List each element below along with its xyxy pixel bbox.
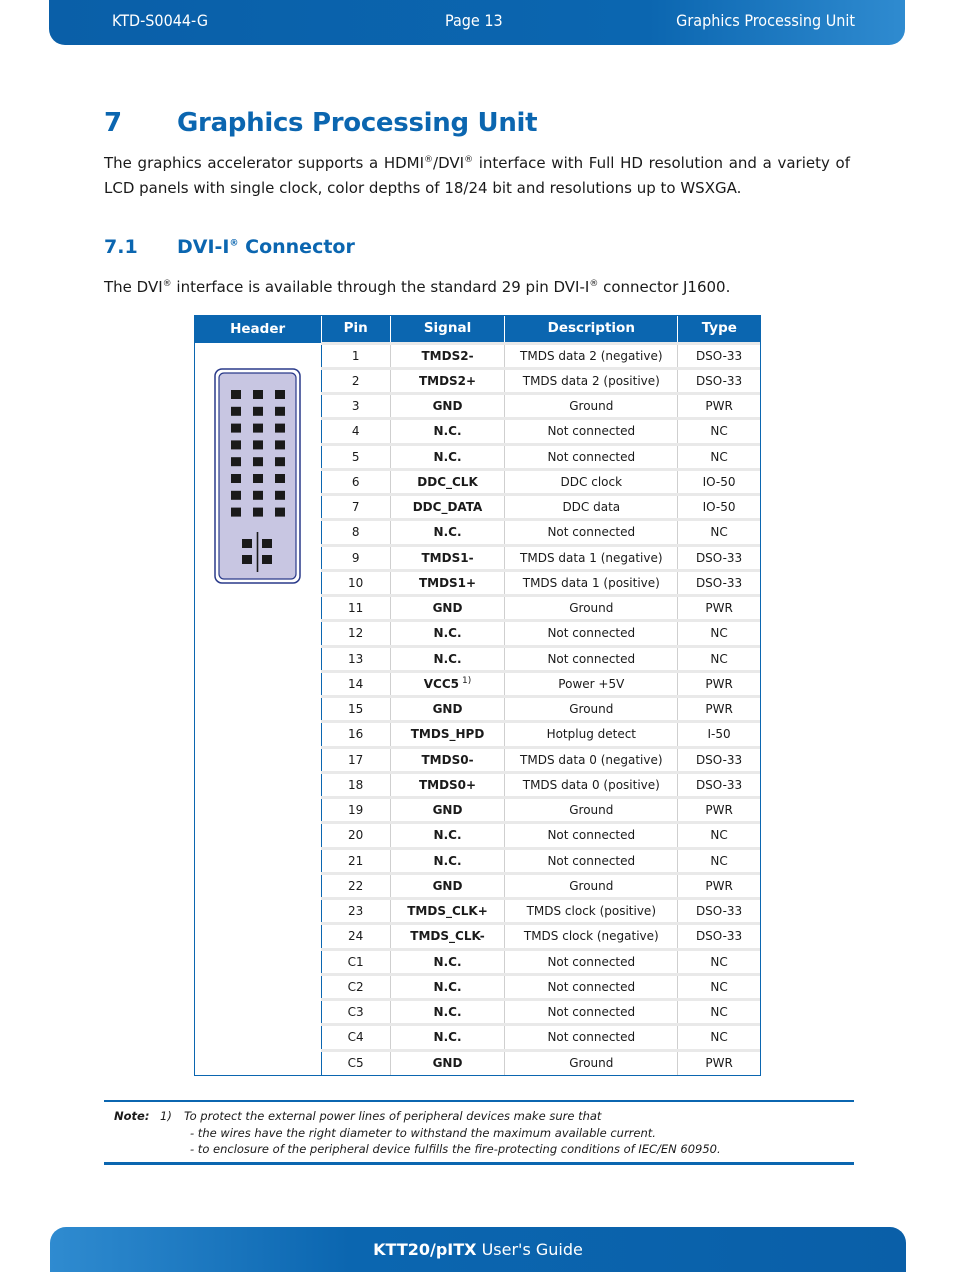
section-number: 7.1 — [104, 236, 138, 258]
connector-pin — [275, 491, 285, 500]
description-cell: TMDS data 2 (negative) — [505, 343, 678, 368]
signal-cell: N.C. — [390, 823, 505, 848]
page-number: Page 13 — [445, 11, 503, 30]
connector-pin — [231, 457, 241, 466]
signal-cell: TMDS_HPD — [390, 722, 505, 747]
signal-cell: DDC_DATA — [390, 495, 505, 520]
type-cell: PWR — [678, 596, 761, 621]
type-cell: PWR — [678, 697, 761, 722]
type-cell: I-50 — [678, 722, 761, 747]
note-label: Note: — [114, 1109, 150, 1123]
signal-cell: GND — [390, 798, 505, 823]
connector-pin — [231, 390, 241, 399]
pin-cell: 18 — [321, 772, 390, 797]
footnote-marker: 1) — [462, 675, 472, 686]
type-cell: DSO-33 — [678, 772, 761, 797]
signal-cell: TMDS0+ — [390, 772, 505, 797]
type-cell: PWR — [678, 394, 761, 419]
pin-cell: 7 — [321, 495, 390, 520]
pin-cell: 24 — [321, 924, 390, 949]
connector-pin — [253, 508, 263, 517]
signal-cell: N.C. — [390, 646, 505, 671]
connector-pin — [231, 440, 241, 449]
description-cell: Not connected — [505, 646, 678, 671]
connector-pin — [231, 508, 241, 517]
pin-cell: 8 — [321, 520, 390, 545]
description-cell: DDC clock — [505, 469, 678, 494]
type-cell: NC — [678, 974, 761, 999]
signal-cell: N.C. — [390, 621, 505, 646]
connector-analog-pin — [242, 555, 252, 564]
description-cell: TMDS data 1 (positive) — [505, 570, 678, 595]
pin-cell: 14 — [321, 671, 390, 696]
connector-analog-pin — [262, 539, 272, 548]
connector-pin — [275, 508, 285, 517]
signal-cell: GND — [390, 596, 505, 621]
type-cell: DSO-33 — [678, 368, 761, 393]
pin-cell: 22 — [321, 873, 390, 898]
type-cell: NC — [678, 848, 761, 873]
pin-cell: 4 — [321, 419, 390, 444]
note-footnote-mark: 1) — [160, 1109, 172, 1123]
type-cell: NC — [678, 1025, 761, 1050]
pin-cell: 1 — [321, 343, 390, 368]
description-cell: TMDS data 1 (negative) — [505, 545, 678, 570]
column-header: Type — [678, 315, 761, 343]
description-cell: Not connected — [505, 949, 678, 974]
type-cell: IO-50 — [678, 469, 761, 494]
description-cell: Not connected — [505, 823, 678, 848]
connector-pin — [275, 424, 285, 433]
connector-pin — [275, 474, 285, 483]
type-cell: PWR — [678, 1050, 761, 1075]
pin-cell: C4 — [321, 1025, 390, 1050]
note-line: To protect the external power lines of peripheral devices make sure that — [184, 1109, 602, 1123]
pin-cell: 19 — [321, 798, 390, 823]
description-cell: Not connected — [505, 444, 678, 469]
description-cell: Ground — [505, 1050, 678, 1075]
connector-pin — [253, 440, 263, 449]
signal-cell: N.C. — [390, 848, 505, 873]
pin-cell: 3 — [321, 394, 390, 419]
type-cell: DSO-33 — [678, 747, 761, 772]
note-box — [104, 1100, 854, 1165]
type-cell: NC — [678, 646, 761, 671]
connector-pin — [275, 440, 285, 449]
description-cell: Ground — [505, 798, 678, 823]
pin-cell: 9 — [321, 545, 390, 570]
description-cell: Power +5V — [505, 671, 678, 696]
description-cell: Ground — [505, 394, 678, 419]
signal-cell: TMDS0- — [390, 747, 505, 772]
connector-pin — [275, 457, 285, 466]
signal-cell: TMDS2- — [390, 343, 505, 368]
chapter-heading — [104, 108, 537, 138]
type-cell: NC — [678, 621, 761, 646]
description-cell: Not connected — [505, 419, 678, 444]
pin-cell: 13 — [321, 646, 390, 671]
connector-pin — [253, 491, 263, 500]
description-cell: Not connected — [505, 1025, 678, 1050]
pin-cell: 12 — [321, 621, 390, 646]
table-row — [195, 343, 761, 368]
signal-cell: GND — [390, 873, 505, 898]
note-line: - to enclosure of the peripheral device fulfills the fire-protecting conditions of IEC/EN 60950. — [190, 1142, 721, 1156]
signal-cell: TMDS1+ — [390, 570, 505, 595]
description-cell: TMDS data 0 (positive) — [505, 772, 678, 797]
connector-pin — [253, 390, 263, 399]
pin-cell: 11 — [321, 596, 390, 621]
description-cell: Ground — [505, 697, 678, 722]
signal-cell: GND — [390, 394, 505, 419]
pin-cell: 10 — [321, 570, 390, 595]
type-cell: NC — [678, 823, 761, 848]
column-header: Header — [195, 315, 322, 343]
connector-pin — [231, 474, 241, 483]
intro-paragraph: The graphics accelerator supports a HDMI®/DVI® interface with Full HD resolution and a variety of LCD panels with single clock, color depths of 18/24 bit and resolutions up to WSXGA. — [104, 154, 850, 197]
signal-cell: GND — [390, 1050, 505, 1075]
signal-cell: N.C. — [390, 949, 505, 974]
signal-cell: VCC5 $^{1)}$ — [390, 671, 505, 696]
description-cell: Not connected — [505, 974, 678, 999]
type-cell: DSO-33 — [678, 924, 761, 949]
type-cell: DSO-33 — [678, 343, 761, 368]
description-cell: Not connected — [505, 621, 678, 646]
type-cell: NC — [678, 949, 761, 974]
page-header — [49, 0, 905, 45]
pin-cell: C3 — [321, 1000, 390, 1025]
description-cell: Hotplug detect — [505, 722, 678, 747]
description-cell: TMDS data 2 (positive) — [505, 368, 678, 393]
pin-cell: C1 — [321, 949, 390, 974]
type-cell: PWR — [678, 798, 761, 823]
signal-cell: GND — [390, 697, 505, 722]
pin-cell: C5 — [321, 1050, 390, 1075]
signal-cell: TMDS_CLK+ — [390, 899, 505, 924]
type-cell: NC — [678, 520, 761, 545]
description-cell: Ground — [505, 873, 678, 898]
type-cell: PWR — [678, 873, 761, 898]
pin-cell: 20 — [321, 823, 390, 848]
signal-cell: N.C. — [390, 444, 505, 469]
connector-pin — [275, 407, 285, 416]
signal-cell: TMDS2+ — [390, 368, 505, 393]
section-paragraph: The DVI® interface is available through the standard 29 pin DVI-I® connector J1600. — [104, 278, 731, 296]
dvi-connector-diagram — [214, 368, 301, 584]
signal-cell: TMDS1- — [390, 545, 505, 570]
note-line: - the wires have the right diameter to withstand the maximum available current. — [190, 1126, 656, 1140]
table-header-row — [195, 315, 761, 343]
type-cell: NC — [678, 444, 761, 469]
chapter-title: Graphics Processing Unit — [177, 108, 538, 138]
pin-cell: 5 — [321, 444, 390, 469]
pin-cell: 16 — [321, 722, 390, 747]
connector-pin — [253, 424, 263, 433]
column-header: Pin — [321, 315, 390, 343]
product-name: KTT20/pITX — [373, 1240, 477, 1259]
pin-cell: C2 — [321, 974, 390, 999]
pin-cell: 6 — [321, 469, 390, 494]
type-cell: DSO-33 — [678, 545, 761, 570]
pin-cell: 2 — [321, 368, 390, 393]
column-header: Description — [505, 315, 678, 343]
signal-cell: N.C. — [390, 520, 505, 545]
type-cell: NC — [678, 419, 761, 444]
section-heading: 7.1 DVI-I® Connector — [104, 236, 355, 258]
pin-cell: 17 — [321, 747, 390, 772]
column-header: Signal — [390, 315, 505, 343]
guide-label: User's Guide — [476, 1240, 583, 1259]
type-cell: IO-50 — [678, 495, 761, 520]
type-cell: DSO-33 — [678, 570, 761, 595]
pin-cell: 15 — [321, 697, 390, 722]
type-cell: NC — [678, 1000, 761, 1025]
connector-pin — [231, 407, 241, 416]
chapter-number: 7 — [104, 108, 122, 138]
type-cell: PWR — [678, 671, 761, 696]
connector-pin — [253, 457, 263, 466]
type-cell: DSO-33 — [678, 899, 761, 924]
signal-cell: N.C. — [390, 1000, 505, 1025]
header-section-title: Graphics Processing Unit — [676, 11, 855, 30]
description-cell: Not connected — [505, 1000, 678, 1025]
connector-pin — [275, 390, 285, 399]
description-cell: Ground — [505, 596, 678, 621]
connector-pin — [253, 474, 263, 483]
pin-cell: 21 — [321, 848, 390, 873]
description-cell: Not connected — [505, 520, 678, 545]
page-footer — [50, 1227, 906, 1272]
connector-pin — [231, 491, 241, 500]
connector-analog-pin — [242, 539, 252, 548]
connector-pin — [253, 407, 263, 416]
connector-analog-pin — [262, 555, 272, 564]
signal-cell: N.C. — [390, 1025, 505, 1050]
signal-cell: N.C. — [390, 419, 505, 444]
signal-cell: DDC_CLK — [390, 469, 505, 494]
description-cell: DDC data — [505, 495, 678, 520]
signal-cell: TMDS_CLK- — [390, 924, 505, 949]
description-cell: TMDS clock (positive) — [505, 899, 678, 924]
document-id: KTD-S0044-G — [112, 11, 208, 30]
connector-pin — [231, 424, 241, 433]
description-cell: TMDS clock (negative) — [505, 924, 678, 949]
description-cell: Not connected — [505, 848, 678, 873]
signal-cell: N.C. — [390, 974, 505, 999]
description-cell: TMDS data 0 (negative) — [505, 747, 678, 772]
pin-cell: 23 — [321, 899, 390, 924]
